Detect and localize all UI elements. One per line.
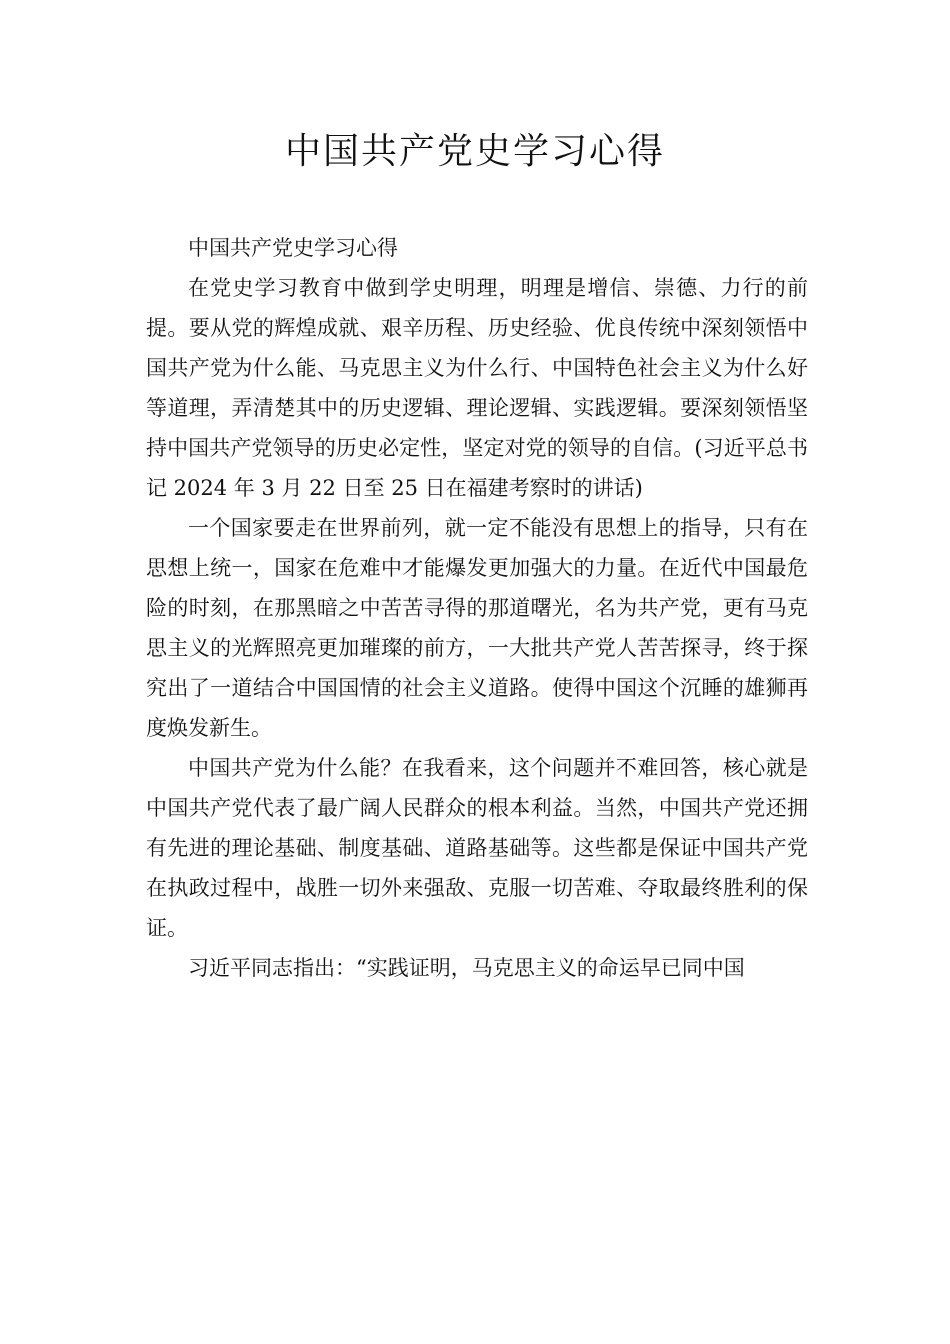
paragraph-2: 一个国家要走在世界前列，就一定不能没有思想上的指导，只有在思想上统一，国家在危难中才能爆发更加强大的力量。在近代中国最危险的时刻，在那黑暗之中苦苦寻得的那道曙光，名为共产党，更有马克思主义的光辉照亮更加璀璨的前方，一大批共产党人苦苦探寻，终于探究出了一道结合中国国情的社会主义道路。使得中国这个沉睡的雄狮再度焕发新生。 <box>146 516 808 740</box>
document-title: 中国共产党史学习心得 <box>284 131 665 172</box>
document-body <box>146 228 808 988</box>
paragraph-1: 在党史学习教育中做到学史明理，明理是增信、崇德、力行的前提。要从党的辉煌成就、艰辛历程、历史经验、优良传统中深刻领悟中国共产党为什么能、马克思主义为什么行、中国特色社会主义为什么好等道理，弄清楚其中的历史逻辑、理论逻辑、实践逻辑。要深刻领悟坚持中国共产党领导的历史必定性，坚定对党的领导的自信。(习近平总书记 2024 年 3 月 22 日至 25 日在福建考察时的讲话) <box>146 276 808 500</box>
paragraph-3: 中国共产党为什么能？在我看来，这个问题并不难回答，核心就是中国共产党代表了最广阔人民群众的根本利益。当然，中国共产党还拥有先进的理论基础、制度基础、道路基础等。这些都是保证中国共产党在执政过程中，战胜一切外来强敌、克服一切苦难、夺取最终胜利的保证。 <box>146 756 808 940</box>
paragraph-4: 习近平同志指出：“实践证明，马克思主义的命运早已同中国 <box>188 956 745 980</box>
paragraph-subtitle: 中国共产党史学习心得 <box>188 236 398 260</box>
